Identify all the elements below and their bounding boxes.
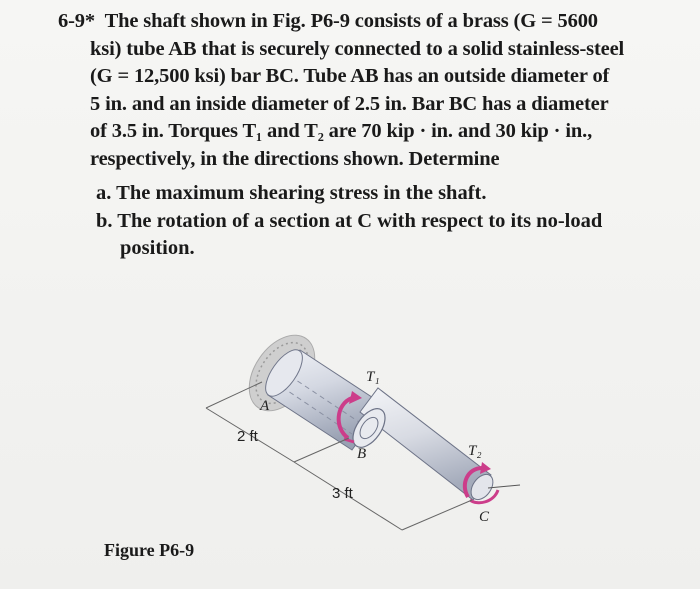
problem-text-line: (G = 12,500 ksi) bar BC. Tube AB has an outside diameter of [90, 65, 610, 87]
label-t1: T₁ [366, 369, 380, 385]
problem-text-line: ksi) tube AB that is securely connected to a solid stainless-steel [90, 37, 625, 60]
problem-text-line: respectively, in the directions shown. Determine [90, 147, 500, 170]
figure-caption: Figure P6-9 [104, 540, 195, 560]
dimension-label-bc: 3 ft [332, 485, 353, 502]
part-text: The maximum shearing stress in the shaft. [116, 182, 487, 204]
part-label: a. [96, 182, 112, 204]
label-c: C [479, 509, 490, 525]
part-text-continued: position. [120, 237, 195, 259]
problem-text-line: of 3.5 in. Torques T₁ and T₂ are 70 kip · in. and 30 kip · in., [90, 120, 593, 142]
dimension-label-ab: 2 ft [237, 428, 258, 445]
problem-number: 6-9* [58, 10, 95, 32]
part-label: b. [96, 209, 113, 232]
part-text: The rotation of a section at C with respect to its no-load [117, 209, 603, 232]
label-a: A [260, 398, 270, 414]
label-b: B [357, 446, 367, 462]
label-t2: T₂ [468, 443, 482, 459]
problem-text-line: The shaft shown in Fig. P6-9 consists of a brass (G = 5600 [104, 10, 598, 32]
problem-text-line: 5 in. and an inside diameter of 2.5 in. Bar BC has a diameter [90, 92, 609, 115]
